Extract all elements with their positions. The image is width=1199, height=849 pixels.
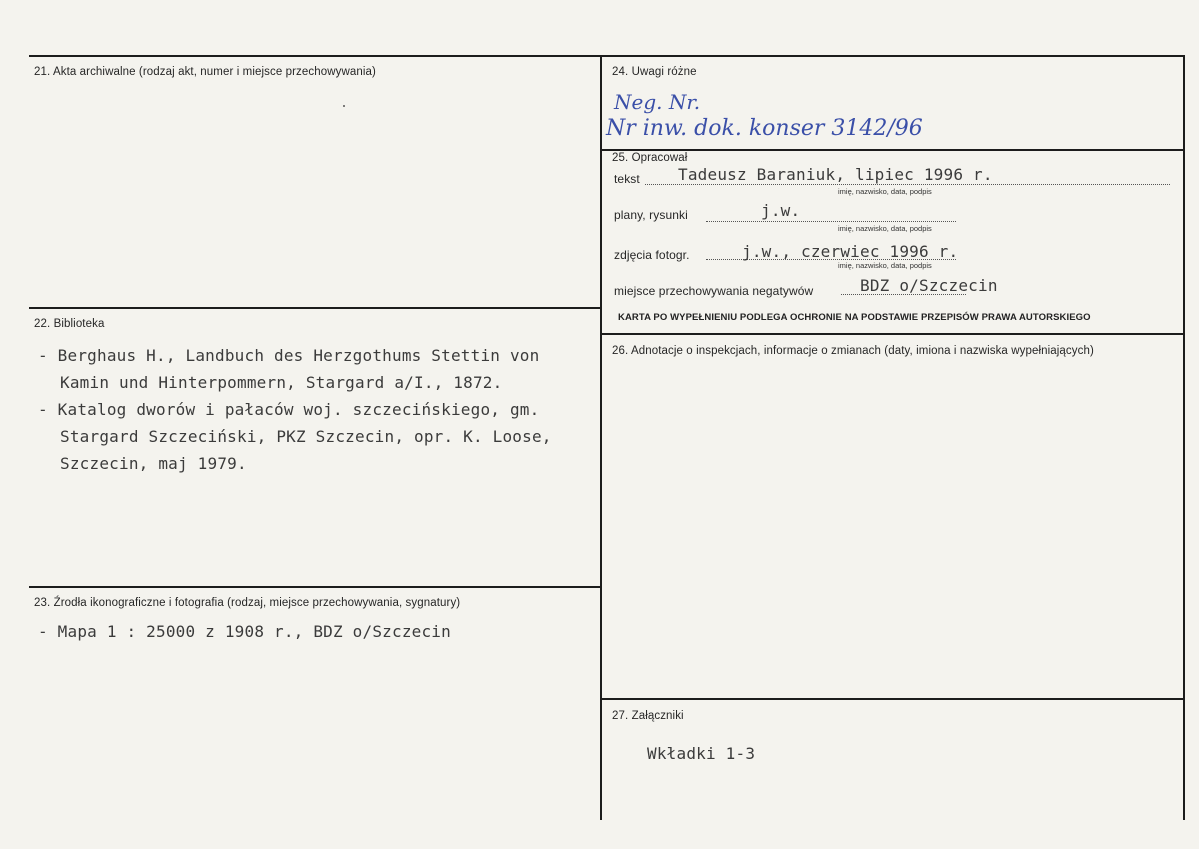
tekst-caption: imię, nazwisko, data, podpis bbox=[838, 187, 932, 196]
attachments-value: Wkładki 1-3 bbox=[647, 744, 756, 763]
tekst-line bbox=[645, 184, 1170, 185]
plany-caption: imię, nazwisko, data, podpis bbox=[838, 224, 932, 233]
divider-22-23 bbox=[29, 586, 602, 588]
field-25-label: 25. Opracował bbox=[612, 152, 688, 164]
zdjecia-value: j.w., czerwiec 1996 r. bbox=[742, 242, 959, 261]
divider-21-22 bbox=[29, 307, 602, 309]
field-22-label: 22. Biblioteka bbox=[34, 318, 105, 330]
zdjecia-caption: imię, nazwisko, data, podpis bbox=[838, 261, 932, 270]
bibliography-line: - Katalog dworów i pałaców woj. szczecińskiego, gm. bbox=[38, 400, 540, 419]
field-24-label: 24. Uwagi różne bbox=[612, 66, 697, 78]
bibliography-line: Stargard Szczeciński, PKZ Szczecin, opr. K. Loose, bbox=[60, 427, 552, 446]
miejsce-label: miejsce przechowywania negatywów bbox=[614, 284, 814, 298]
divider-25-26 bbox=[600, 333, 1185, 335]
divider-26-27 bbox=[600, 698, 1185, 700]
handwritten-neg-nr: Neg. Nr. bbox=[614, 90, 701, 114]
field-23-label: 23. Źrodła ikonograficzne i fotografia (rodzaj, miejsce przechowywania, sygnatury) bbox=[34, 597, 461, 609]
divider-24-25 bbox=[600, 149, 1185, 151]
handwritten-inventory-nr: Nr inw. dok. konser 3142/96 bbox=[606, 116, 923, 141]
tekst-value: Tadeusz Baraniuk, lipiec 1996 r. bbox=[678, 165, 993, 184]
center-divider bbox=[600, 55, 602, 820]
plany-value: j.w. bbox=[761, 201, 801, 220]
field-27-label: 27. Załączniki bbox=[612, 710, 684, 722]
right-border bbox=[1183, 55, 1185, 820]
miejsce-value: BDZ o/Szczecin bbox=[860, 276, 998, 295]
bibliography-line: - Berghaus H., Landbuch des Herzgothums Stettin von bbox=[38, 346, 540, 365]
ink-speck bbox=[343, 105, 345, 107]
field-26-label: 26. Adnotacje o inspekcjach, informacje o zmianach (daty, imiona i nazwiska wypełniających) bbox=[612, 345, 1094, 357]
copyright-notice: KARTA PO WYPEŁNIENIU PODLEGA OCHRONIE NA PODSTAWIE PRZEPISÓW PRAWA AUTORSKIEGO bbox=[618, 312, 1091, 323]
bibliography-line: Kamin und Hinterpommern, Stargard a/I., 1872. bbox=[60, 373, 503, 392]
plany-line bbox=[706, 221, 956, 222]
zdjecia-label: zdjęcia fotogr. bbox=[614, 248, 690, 262]
iconography-line: - Mapa 1 : 25000 z 1908 r., BDZ o/Szczecin bbox=[38, 622, 451, 641]
tekst-label: tekst bbox=[614, 172, 640, 186]
field-21-label: 21. Akta archiwalne (rodzaj akt, numer i miejsce przechowywania) bbox=[34, 66, 376, 78]
bibliography-line: Szczecin, maj 1979. bbox=[60, 454, 247, 473]
top-border bbox=[29, 55, 1185, 57]
plany-label: plany, rysunki bbox=[614, 208, 688, 222]
